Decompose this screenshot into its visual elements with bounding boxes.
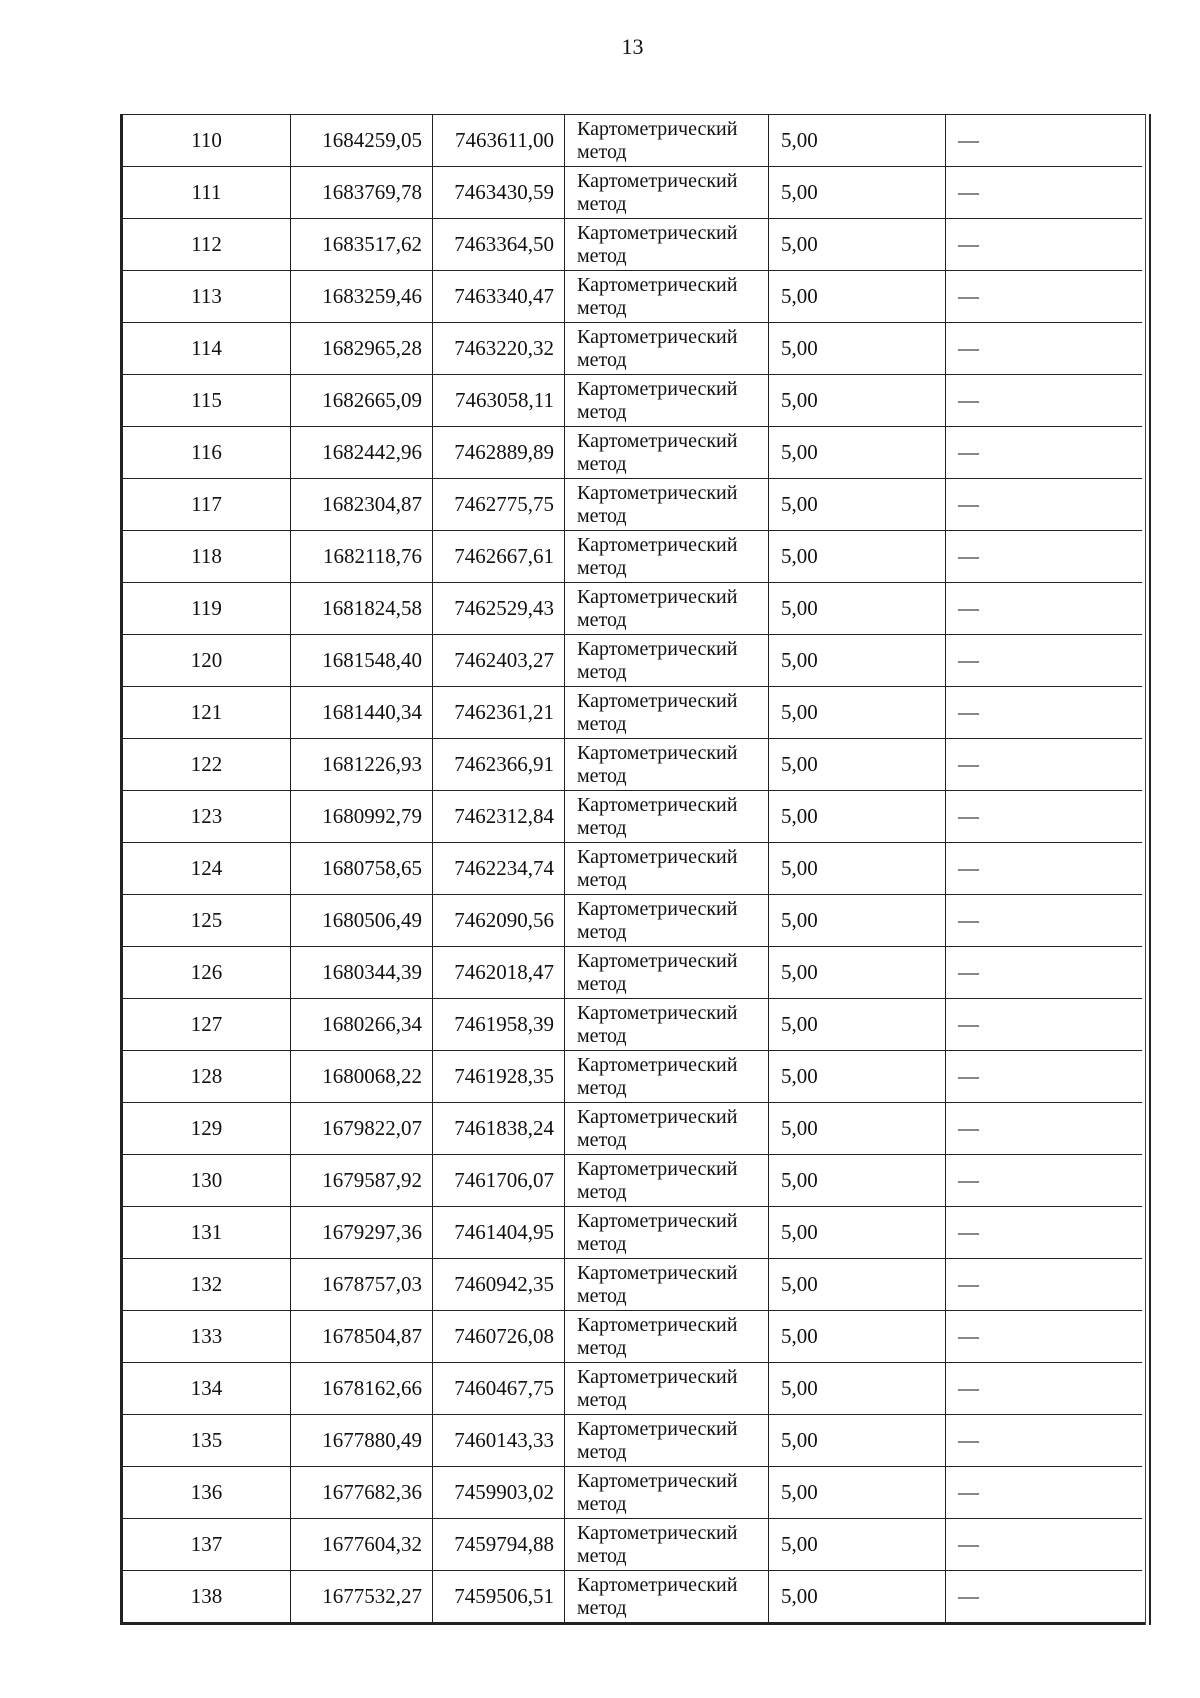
y-coordinate-cell: 7462361,21 bbox=[433, 687, 565, 739]
point-number-cell: 118 bbox=[123, 531, 291, 583]
method-line-2: метод bbox=[577, 1180, 627, 1203]
table-row bbox=[123, 999, 1142, 1051]
accuracy-cell: 5,00 bbox=[769, 531, 946, 583]
accuracy-cell: 5,00 bbox=[769, 1051, 946, 1103]
method-line-1: Картометрический bbox=[577, 1521, 738, 1544]
method-cell bbox=[565, 1415, 769, 1467]
method-line-2: метод bbox=[577, 556, 627, 579]
accuracy-cell: 5,00 bbox=[769, 167, 946, 219]
method-line-2: метод bbox=[577, 400, 627, 423]
method-cell bbox=[565, 1311, 769, 1363]
description-cell: — bbox=[946, 999, 1143, 1051]
point-number-cell: 128 bbox=[123, 1051, 291, 1103]
y-coordinate-cell: 7459903,02 bbox=[433, 1467, 565, 1519]
point-number-cell: 133 bbox=[123, 1311, 291, 1363]
accuracy-cell: 5,00 bbox=[769, 375, 946, 427]
description-cell: — bbox=[946, 323, 1143, 375]
point-number-cell: 117 bbox=[123, 479, 291, 531]
description-cell: — bbox=[946, 1259, 1143, 1311]
y-coordinate-cell: 7460143,33 bbox=[433, 1415, 565, 1467]
table-row bbox=[123, 1519, 1142, 1571]
accuracy-cell: 5,00 bbox=[769, 1467, 946, 1519]
table-row bbox=[123, 1207, 1142, 1259]
accuracy-cell: 5,00 bbox=[769, 115, 946, 167]
accuracy-cell: 5,00 bbox=[769, 895, 946, 947]
y-coordinate-cell: 7463611,00 bbox=[433, 115, 565, 167]
point-number-cell: 137 bbox=[123, 1519, 291, 1571]
point-number-cell: 110 bbox=[123, 115, 291, 167]
method-cell bbox=[565, 1467, 769, 1519]
x-coordinate-cell: 1681440,34 bbox=[291, 687, 433, 739]
method-line-2: метод bbox=[577, 348, 627, 371]
method-line-2: метод bbox=[577, 192, 627, 215]
method-cell bbox=[565, 999, 769, 1051]
method-line-2: метод bbox=[577, 1544, 627, 1567]
coordinates-table-body bbox=[123, 115, 1142, 1622]
y-coordinate-cell: 7459506,51 bbox=[433, 1571, 565, 1623]
method-line-2: метод bbox=[577, 920, 627, 943]
method-line-1: Картометрический bbox=[577, 741, 738, 764]
method-line-1: Картометрический bbox=[577, 1209, 738, 1232]
method-cell bbox=[565, 635, 769, 687]
y-coordinate-cell: 7462529,43 bbox=[433, 583, 565, 635]
method-cell bbox=[565, 1259, 769, 1311]
point-number-cell: 120 bbox=[123, 635, 291, 687]
y-coordinate-cell: 7460467,75 bbox=[433, 1363, 565, 1415]
point-number-cell: 123 bbox=[123, 791, 291, 843]
method-line-2: метод bbox=[577, 608, 627, 631]
y-coordinate-cell: 7462312,84 bbox=[433, 791, 565, 843]
table-row bbox=[123, 219, 1142, 271]
description-cell: — bbox=[946, 167, 1143, 219]
method-cell bbox=[565, 1571, 769, 1623]
method-cell bbox=[565, 583, 769, 635]
point-number-cell: 115 bbox=[123, 375, 291, 427]
y-coordinate-cell: 7462775,75 bbox=[433, 479, 565, 531]
table-row bbox=[123, 271, 1142, 323]
method-line-1: Картометрический bbox=[577, 897, 738, 920]
accuracy-cell: 5,00 bbox=[769, 687, 946, 739]
x-coordinate-cell: 1678162,66 bbox=[291, 1363, 433, 1415]
table-row bbox=[123, 1051, 1142, 1103]
x-coordinate-cell: 1677880,49 bbox=[291, 1415, 433, 1467]
table-row bbox=[123, 1259, 1142, 1311]
accuracy-cell: 5,00 bbox=[769, 1519, 946, 1571]
y-coordinate-cell: 7461958,39 bbox=[433, 999, 565, 1051]
y-coordinate-cell: 7461928,35 bbox=[433, 1051, 565, 1103]
accuracy-cell: 5,00 bbox=[769, 219, 946, 271]
point-number-cell: 124 bbox=[123, 843, 291, 895]
table-row bbox=[123, 843, 1142, 895]
point-number-cell: 134 bbox=[123, 1363, 291, 1415]
x-coordinate-cell: 1679297,36 bbox=[291, 1207, 433, 1259]
table-row bbox=[123, 375, 1142, 427]
table-row bbox=[123, 635, 1142, 687]
method-cell bbox=[565, 1155, 769, 1207]
description-cell: — bbox=[946, 1519, 1143, 1571]
method-line-2: метод bbox=[577, 1128, 627, 1151]
point-number-cell: 112 bbox=[123, 219, 291, 271]
description-cell: — bbox=[946, 739, 1143, 791]
method-line-2: метод bbox=[577, 452, 627, 475]
x-coordinate-cell: 1683259,46 bbox=[291, 271, 433, 323]
x-coordinate-cell: 1680266,34 bbox=[291, 999, 433, 1051]
x-coordinate-cell: 1682304,87 bbox=[291, 479, 433, 531]
accuracy-cell: 5,00 bbox=[769, 791, 946, 843]
accuracy-cell: 5,00 bbox=[769, 1311, 946, 1363]
method-line-2: метод bbox=[577, 868, 627, 891]
accuracy-cell: 5,00 bbox=[769, 1571, 946, 1623]
method-cell bbox=[565, 843, 769, 895]
y-coordinate-cell: 7463430,59 bbox=[433, 167, 565, 219]
description-cell: — bbox=[946, 531, 1143, 583]
method-line-1: Картометрический bbox=[577, 221, 738, 244]
accuracy-cell: 5,00 bbox=[769, 739, 946, 791]
point-number-cell: 122 bbox=[123, 739, 291, 791]
y-coordinate-cell: 7463220,32 bbox=[433, 323, 565, 375]
x-coordinate-cell: 1677682,36 bbox=[291, 1467, 433, 1519]
point-number-cell: 121 bbox=[123, 687, 291, 739]
accuracy-cell: 5,00 bbox=[769, 947, 946, 999]
accuracy-cell: 5,00 bbox=[769, 427, 946, 479]
description-cell: — bbox=[946, 687, 1143, 739]
method-cell bbox=[565, 1051, 769, 1103]
method-line-2: метод bbox=[577, 1024, 627, 1047]
method-cell bbox=[565, 219, 769, 271]
description-cell: — bbox=[946, 115, 1143, 167]
method-line-2: метод bbox=[577, 972, 627, 995]
method-cell bbox=[565, 791, 769, 843]
x-coordinate-cell: 1680758,65 bbox=[291, 843, 433, 895]
x-coordinate-cell: 1677532,27 bbox=[291, 1571, 433, 1623]
description-cell: — bbox=[946, 947, 1143, 999]
method-line-1: Картометрический bbox=[577, 169, 738, 192]
y-coordinate-cell: 7459794,88 bbox=[433, 1519, 565, 1571]
method-line-2: метод bbox=[577, 1492, 627, 1515]
method-cell bbox=[565, 167, 769, 219]
point-number-cell: 125 bbox=[123, 895, 291, 947]
x-coordinate-cell: 1682118,76 bbox=[291, 531, 433, 583]
description-cell: — bbox=[946, 1415, 1143, 1467]
accuracy-cell: 5,00 bbox=[769, 1259, 946, 1311]
method-cell bbox=[565, 895, 769, 947]
method-cell bbox=[565, 115, 769, 167]
y-coordinate-cell: 7461706,07 bbox=[433, 1155, 565, 1207]
x-coordinate-cell: 1683769,78 bbox=[291, 167, 433, 219]
x-coordinate-cell: 1679587,92 bbox=[291, 1155, 433, 1207]
method-line-1: Картометрический bbox=[577, 1001, 738, 1024]
coordinates-table bbox=[120, 114, 1145, 1625]
method-line-1: Картометрический bbox=[577, 689, 738, 712]
description-cell: — bbox=[946, 843, 1143, 895]
y-coordinate-cell: 7462018,47 bbox=[433, 947, 565, 999]
description-cell: — bbox=[946, 219, 1143, 271]
description-cell: — bbox=[946, 271, 1143, 323]
y-coordinate-cell: 7461838,24 bbox=[433, 1103, 565, 1155]
method-cell bbox=[565, 531, 769, 583]
description-cell: — bbox=[946, 791, 1143, 843]
method-line-2: метод bbox=[577, 1232, 627, 1255]
x-coordinate-cell: 1683517,62 bbox=[291, 219, 433, 271]
accuracy-cell: 5,00 bbox=[769, 479, 946, 531]
table-row bbox=[123, 1415, 1142, 1467]
accuracy-cell: 5,00 bbox=[769, 843, 946, 895]
x-coordinate-cell: 1684259,05 bbox=[291, 115, 433, 167]
description-cell: — bbox=[946, 1155, 1143, 1207]
method-line-1: Картометрический bbox=[577, 1105, 738, 1128]
point-number-cell: 138 bbox=[123, 1571, 291, 1623]
method-line-1: Картометрический bbox=[577, 1313, 738, 1336]
y-coordinate-cell: 7462667,61 bbox=[433, 531, 565, 583]
method-cell bbox=[565, 947, 769, 999]
method-line-1: Картометрический bbox=[577, 585, 738, 608]
x-coordinate-cell: 1680068,22 bbox=[291, 1051, 433, 1103]
table-row bbox=[123, 479, 1142, 531]
method-line-1: Картометрический bbox=[577, 429, 738, 452]
method-cell bbox=[565, 479, 769, 531]
table-row bbox=[123, 1467, 1142, 1519]
table-row bbox=[123, 1311, 1142, 1363]
method-line-1: Картометрический bbox=[577, 845, 738, 868]
table-row bbox=[123, 1103, 1142, 1155]
description-cell: — bbox=[946, 583, 1143, 635]
y-coordinate-cell: 7461404,95 bbox=[433, 1207, 565, 1259]
description-cell: — bbox=[946, 1311, 1143, 1363]
table-row bbox=[123, 323, 1142, 375]
table-row bbox=[123, 115, 1142, 167]
y-coordinate-cell: 7462366,91 bbox=[433, 739, 565, 791]
method-line-1: Картометрический bbox=[577, 117, 738, 140]
description-cell: — bbox=[946, 375, 1143, 427]
description-cell: — bbox=[946, 1363, 1143, 1415]
accuracy-cell: 5,00 bbox=[769, 1415, 946, 1467]
method-line-1: Картометрический bbox=[577, 637, 738, 660]
method-line-2: метод bbox=[577, 504, 627, 527]
method-line-2: метод bbox=[577, 816, 627, 839]
x-coordinate-cell: 1682442,96 bbox=[291, 427, 433, 479]
table-row bbox=[123, 947, 1142, 999]
y-coordinate-cell: 7462403,27 bbox=[433, 635, 565, 687]
x-coordinate-cell: 1679822,07 bbox=[291, 1103, 433, 1155]
method-line-1: Картометрический bbox=[577, 325, 738, 348]
method-line-2: метод bbox=[577, 1284, 627, 1307]
description-cell: — bbox=[946, 1103, 1143, 1155]
x-coordinate-cell: 1678757,03 bbox=[291, 1259, 433, 1311]
y-coordinate-cell: 7462090,56 bbox=[433, 895, 565, 947]
method-cell bbox=[565, 427, 769, 479]
table-row bbox=[123, 427, 1142, 479]
point-number-cell: 130 bbox=[123, 1155, 291, 1207]
table-row bbox=[123, 739, 1142, 791]
method-cell bbox=[565, 375, 769, 427]
description-cell: — bbox=[946, 1467, 1143, 1519]
point-number-cell: 114 bbox=[123, 323, 291, 375]
accuracy-cell: 5,00 bbox=[769, 1155, 946, 1207]
point-number-cell: 127 bbox=[123, 999, 291, 1051]
method-line-1: Картометрический bbox=[577, 1365, 738, 1388]
method-line-2: метод bbox=[577, 140, 627, 163]
method-line-1: Картометрический bbox=[577, 377, 738, 400]
table-row bbox=[123, 1571, 1142, 1623]
accuracy-cell: 5,00 bbox=[769, 635, 946, 687]
method-cell bbox=[565, 1103, 769, 1155]
table-row bbox=[123, 895, 1142, 947]
y-coordinate-cell: 7463058,11 bbox=[433, 375, 565, 427]
method-line-1: Картометрический bbox=[577, 481, 738, 504]
description-cell: — bbox=[946, 1051, 1143, 1103]
y-coordinate-cell: 7460942,35 bbox=[433, 1259, 565, 1311]
point-number-cell: 132 bbox=[123, 1259, 291, 1311]
point-number-cell: 113 bbox=[123, 271, 291, 323]
accuracy-cell: 5,00 bbox=[769, 323, 946, 375]
x-coordinate-cell: 1682965,28 bbox=[291, 323, 433, 375]
description-cell: — bbox=[946, 1571, 1143, 1623]
method-line-1: Картометрический bbox=[577, 1157, 738, 1180]
table-row bbox=[123, 1363, 1142, 1415]
method-line-2: метод bbox=[577, 1388, 627, 1411]
description-cell: — bbox=[946, 895, 1143, 947]
method-cell bbox=[565, 1363, 769, 1415]
accuracy-cell: 5,00 bbox=[769, 999, 946, 1051]
method-line-1: Картометрический bbox=[577, 1053, 738, 1076]
point-number-cell: 136 bbox=[123, 1467, 291, 1519]
method-line-1: Картометрический bbox=[577, 793, 738, 816]
y-coordinate-cell: 7463364,50 bbox=[433, 219, 565, 271]
method-line-2: метод bbox=[577, 1596, 627, 1619]
point-number-cell: 111 bbox=[123, 167, 291, 219]
y-coordinate-cell: 7463340,47 bbox=[433, 271, 565, 323]
point-number-cell: 129 bbox=[123, 1103, 291, 1155]
x-coordinate-cell: 1681824,58 bbox=[291, 583, 433, 635]
x-coordinate-cell: 1678504,87 bbox=[291, 1311, 433, 1363]
method-cell bbox=[565, 1207, 769, 1259]
x-coordinate-cell: 1677604,32 bbox=[291, 1519, 433, 1571]
y-coordinate-cell: 7460726,08 bbox=[433, 1311, 565, 1363]
accuracy-cell: 5,00 bbox=[769, 271, 946, 323]
method-line-1: Картометрический bbox=[577, 1417, 738, 1440]
accuracy-cell: 5,00 bbox=[769, 1363, 946, 1415]
method-line-2: метод bbox=[577, 660, 627, 683]
method-line-1: Картометрический bbox=[577, 273, 738, 296]
point-number-cell: 126 bbox=[123, 947, 291, 999]
method-line-2: метод bbox=[577, 712, 627, 735]
accuracy-cell: 5,00 bbox=[769, 583, 946, 635]
x-coordinate-cell: 1681226,93 bbox=[291, 739, 433, 791]
x-coordinate-cell: 1680506,49 bbox=[291, 895, 433, 947]
table-row bbox=[123, 1155, 1142, 1207]
method-line-2: метод bbox=[577, 1440, 627, 1463]
x-coordinate-cell: 1680992,79 bbox=[291, 791, 433, 843]
table-row bbox=[123, 687, 1142, 739]
accuracy-cell: 5,00 bbox=[769, 1207, 946, 1259]
x-coordinate-cell: 1682665,09 bbox=[291, 375, 433, 427]
method-cell bbox=[565, 323, 769, 375]
method-line-2: метод bbox=[577, 1076, 627, 1099]
method-cell bbox=[565, 687, 769, 739]
accuracy-cell: 5,00 bbox=[769, 1103, 946, 1155]
method-line-2: метод bbox=[577, 764, 627, 787]
method-line-1: Картометрический bbox=[577, 1573, 738, 1596]
method-line-2: метод bbox=[577, 296, 627, 319]
x-coordinate-cell: 1680344,39 bbox=[291, 947, 433, 999]
table-row bbox=[123, 167, 1142, 219]
method-line-2: метод bbox=[577, 1336, 627, 1359]
y-coordinate-cell: 7462234,74 bbox=[433, 843, 565, 895]
x-coordinate-cell: 1681548,40 bbox=[291, 635, 433, 687]
description-cell: — bbox=[946, 479, 1143, 531]
point-number-cell: 135 bbox=[123, 1415, 291, 1467]
description-cell: — bbox=[946, 1207, 1143, 1259]
method-line-1: Картометрический bbox=[577, 533, 738, 556]
method-cell bbox=[565, 271, 769, 323]
table-row bbox=[123, 583, 1142, 635]
description-cell: — bbox=[946, 427, 1143, 479]
y-coordinate-cell: 7462889,89 bbox=[433, 427, 565, 479]
table-row bbox=[123, 531, 1142, 583]
method-cell bbox=[565, 1519, 769, 1571]
method-line-2: метод bbox=[577, 244, 627, 267]
method-cell bbox=[565, 739, 769, 791]
point-number-cell: 119 bbox=[123, 583, 291, 635]
method-line-1: Картометрический bbox=[577, 1261, 738, 1284]
method-line-1: Картометрический bbox=[577, 949, 738, 972]
point-number-cell: 131 bbox=[123, 1207, 291, 1259]
point-number-cell: 116 bbox=[123, 427, 291, 479]
method-line-1: Картометрический bbox=[577, 1469, 738, 1492]
description-cell: — bbox=[946, 635, 1143, 687]
table-row bbox=[123, 791, 1142, 843]
page-number: 13 bbox=[621, 34, 644, 59]
